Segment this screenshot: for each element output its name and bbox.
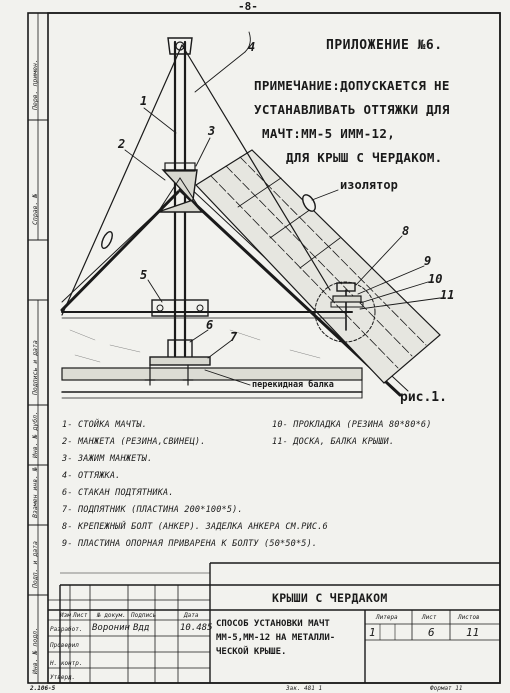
note-line-1: ПРИМЕЧАНИЕ:ДОПУСКАЕТСЯ НЕ: [254, 78, 450, 93]
callout-8: 8: [402, 224, 410, 238]
tb-header-signature: Подпись: [131, 612, 157, 619]
note-line-2: УСТАНАВЛИВАТЬ ОТТЯЖКИ ДЛЯ: [254, 102, 450, 117]
tb-col-sheets: Листов: [458, 614, 480, 621]
legend-item-1: 1- СТОЙКА МАЧТЫ.: [62, 420, 148, 430]
side-label-sign-date: Подпись и дата: [31, 340, 39, 395]
tb-sheet-value: 6: [428, 626, 435, 639]
legend-item-9: 9- ПЛАСТИНА ОПОРНАЯ ПРИВАРЕНА К БОЛТУ (50*50*5).: [62, 539, 318, 549]
note-line-3: МАЧТ:ММ-5 ИММ-12,: [262, 126, 396, 141]
tb-sheets-value: 11: [466, 626, 480, 639]
figure-label: рис.1.: [400, 390, 447, 405]
side-label-orig-no: Инв. № подл.: [31, 627, 39, 674]
legend-item-8: 8- КРЕПЕЖНЫЙ БОЛТ (АНКЕР). ЗАДЕЛКА АНКЕРА СМ.РИС.6: [62, 522, 328, 532]
legend-item-3: 3- ЗАЖИМ МАНЖЕТЫ.: [62, 454, 153, 464]
footer-order: Зак. 481 1: [286, 685, 323, 692]
tb-header-sheet: Лист: [73, 612, 88, 619]
legend-item-6: 6- СТАКАН ПОДТЯТНИКА.: [62, 488, 174, 498]
tb-header-date: Дата: [184, 612, 199, 619]
beam-label: перекидная балка: [252, 380, 334, 390]
tb-header-change: Изм: [60, 612, 71, 619]
legend-item-7: 7- ПОДПЯТНИК (ПЛАСТИНА 200*100*5).: [62, 505, 243, 515]
title-block-desc-2: ММ-5,ММ-12 НА МЕТАЛЛИ-: [216, 633, 336, 643]
side-label-dup-no: Инв. № дубл.: [31, 411, 39, 458]
callout-10: 10: [428, 272, 443, 286]
legend-item-10: 10- ПРОКЛАДКА (РЕЗИНА 80*80*6): [272, 420, 432, 430]
callout-6: 6: [206, 318, 214, 332]
tb-developer-date: 10.485: [180, 623, 213, 633]
insulator-label: изолятор: [340, 178, 398, 192]
side-label-ref-no: Справ. №: [31, 193, 39, 225]
footer-format: Формат 11: [430, 685, 463, 692]
page-number: -8-: [238, 0, 258, 13]
tb-developer-name: Воронин: [92, 623, 130, 633]
callout-4: 4: [248, 40, 256, 54]
note-line-4: ДЛЯ КРЫШ С ЧЕРДАКОМ.: [286, 150, 443, 165]
tb-row-developer: Разработ.: [50, 626, 83, 633]
mast-drawing: [62, 20, 443, 398]
callout-11: 11: [440, 288, 455, 302]
tb-header-doc: № докум.: [97, 612, 126, 619]
callout-3: 3: [208, 124, 216, 138]
title-block-desc-3: ЧЕСКОЙ КРЫШЕ.: [216, 647, 287, 657]
legend-item-4: 4- ОТТЯЖКА.: [62, 471, 121, 481]
callout-2: 2: [118, 137, 126, 151]
side-label-replaces: Взамен инв. №: [31, 467, 39, 518]
title-block-title: КРЫШИ С ЧЕРДАКОМ: [272, 591, 388, 605]
appendix-heading: ПРИЛОЖЕНИЕ №6.: [326, 38, 443, 53]
callout-1: 1: [140, 94, 148, 108]
tb-developer-signature: Вдд: [133, 623, 150, 633]
callout-7: 7: [230, 330, 238, 344]
tb-row-approver: Утверд.: [50, 674, 76, 681]
tb-row-norm-control: Н. контр.: [50, 660, 83, 667]
callout-9: 9: [424, 254, 432, 268]
legend-item-2: 2- МАНЖЕТА (РЕЗИНА,СВИНЕЦ).: [62, 437, 206, 447]
tb-litera-value: 1: [369, 626, 376, 639]
side-label-sign-date-2: Подп. и дата: [31, 541, 39, 588]
footer-form-code: 2.106-5: [30, 685, 56, 692]
tb-col-sheet: Лист: [422, 614, 437, 621]
tb-col-litera: Литера: [376, 614, 398, 621]
legend-item-11: 11- ДОСКА, БАЛКА КРЫШИ.: [272, 437, 395, 447]
side-label-first-use: Перв. примен.: [31, 59, 39, 110]
tb-row-checker: Проверил: [50, 642, 79, 649]
callout-5: 5: [140, 268, 148, 282]
title-block-desc-1: СПОСОБ УСТАНОВКИ МАЧТ: [216, 619, 330, 629]
